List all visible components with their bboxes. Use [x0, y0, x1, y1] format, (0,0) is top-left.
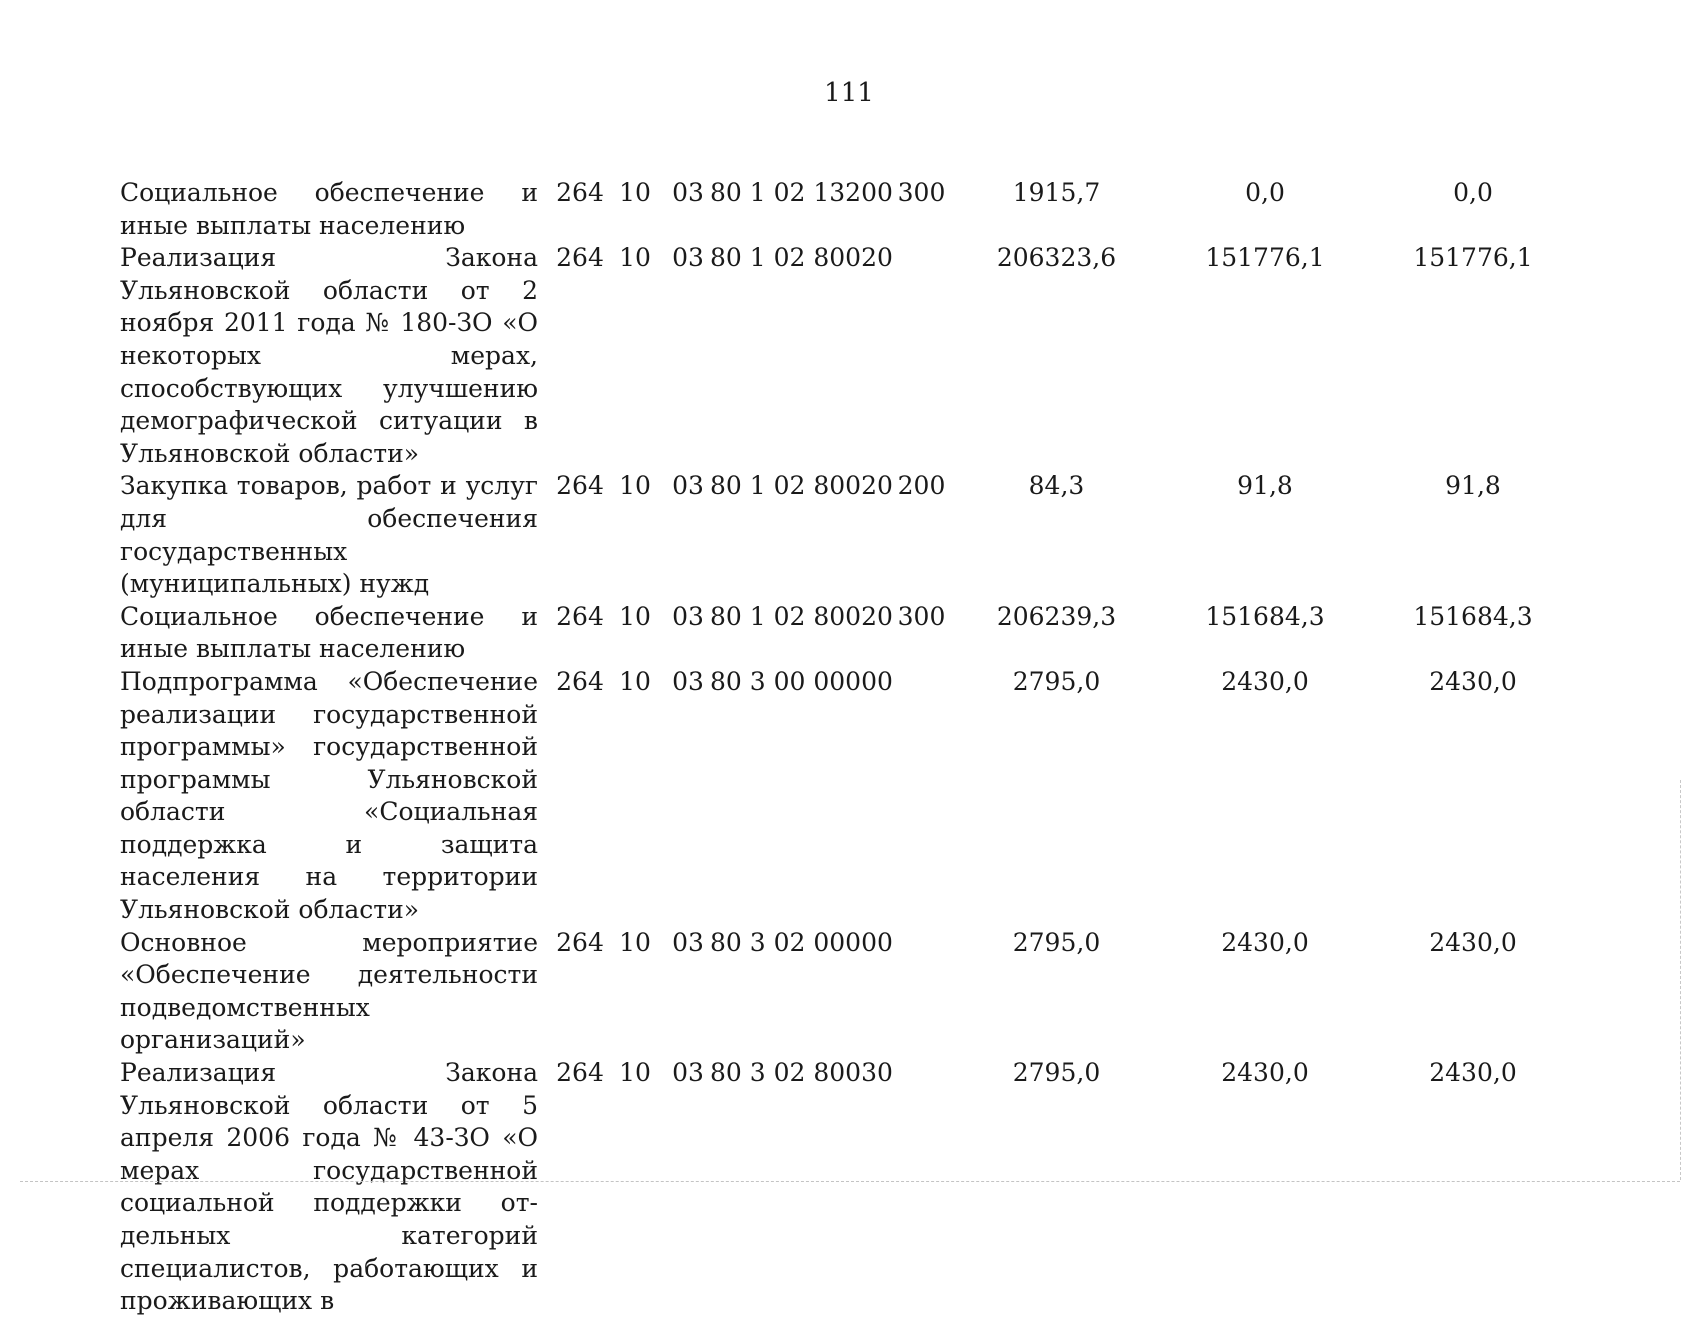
table-row — [120, 470, 1575, 600]
section-code: 10 — [619, 471, 651, 501]
expense-type-code — [889, 242, 954, 470]
ministry-code: 264 — [556, 243, 604, 273]
amount-year-3: 91,8 — [1445, 471, 1501, 501]
table-row — [120, 242, 1575, 470]
section-code: 10 — [619, 666, 651, 696]
subsection-code: 03 — [672, 927, 704, 957]
amount-year-2: 2430,0 — [1221, 927, 1309, 957]
section-code: 10 — [619, 178, 651, 207]
subsection-code: 03 — [672, 601, 704, 631]
ministry-code: 264 — [556, 927, 604, 957]
amount-year-3: 2430,0 — [1429, 666, 1517, 696]
target-article-code: 80 1 02 80020 — [710, 601, 893, 631]
section-code: 10 — [619, 243, 651, 273]
amount-year-2: 0,0 — [1245, 178, 1285, 207]
target-article-code: 80 1 02 13200 — [710, 178, 893, 207]
subsection-code: 03 — [672, 178, 704, 207]
table-row — [120, 666, 1575, 927]
section-code: 10 — [619, 601, 651, 631]
amount-year-1: 84,3 — [1028, 471, 1085, 501]
amount-year-1: 206323,6 — [996, 243, 1117, 273]
scan-border-right — [1680, 780, 1681, 1180]
amount-year-1: 2795,0 — [1012, 1058, 1101, 1088]
subsection-code: 03 — [672, 1058, 704, 1088]
expense-type-code — [889, 927, 954, 1057]
ministry-code: 264 — [556, 1058, 604, 1088]
table-row — [120, 177, 1575, 242]
budget-table — [120, 177, 1575, 1318]
amount-year-2: 151684,3 — [1205, 601, 1325, 631]
amount-year-2: 2430,0 — [1221, 666, 1309, 696]
subsection-code: 03 — [672, 471, 704, 501]
ministry-code: 264 — [556, 178, 604, 207]
expense-type-code — [889, 1057, 954, 1318]
table-row — [120, 927, 1575, 1057]
target-article-code: 80 3 00 00000 — [710, 666, 893, 696]
expense-type-code — [889, 666, 954, 927]
amount-year-1: 2795,0 — [1012, 927, 1101, 957]
subsection-code: 03 — [672, 243, 704, 273]
target-article-code: 80 3 02 80030 — [710, 1058, 893, 1088]
expense-type-code: 200 — [897, 471, 946, 501]
expense-type-code: 300 — [897, 601, 946, 631]
ministry-code: 264 — [556, 471, 604, 501]
amount-year-2: 151776,1 — [1205, 243, 1325, 273]
row-name: Социальное обеспечение и иные выплаты населению — [120, 178, 538, 240]
target-article-code: 80 1 02 80020 — [710, 243, 893, 273]
amount-year-2: 91,8 — [1237, 471, 1293, 501]
row-name: Закупка товаров, работ и услуг для обеспечения государственных (муниципальных) нужд — [120, 471, 538, 599]
amount-year-3: 0,0 — [1453, 178, 1493, 207]
amount-year-1: 206239,3 — [996, 601, 1117, 631]
amount-year-3: 151684,3 — [1413, 601, 1533, 631]
row-name: Реализация Закона Ульяновской области от 2 ноября 2011 года № 180-ЗО «О некоторых мерах, способствующих улучшению демографической ситуации в Ульяновской области» — [120, 243, 538, 468]
page-number: 111 — [824, 78, 874, 108]
budget-table-body — [120, 177, 1575, 1318]
row-name: Реализация Закона Ульяновской области от 5 апреля 2006 года № 43-ЗО «О мерах государственной социальной поддержки отдельных категорий специалистов, работающих и проживающих в — [120, 1058, 538, 1316]
expense-type-code: 300 — [897, 178, 946, 207]
target-article-code: 80 1 02 80020 — [710, 471, 893, 501]
scan-border-bottom — [20, 1181, 1680, 1182]
amount-year-1: 2795,0 — [1012, 666, 1101, 696]
table-row — [120, 601, 1575, 666]
section-code: 10 — [619, 1058, 651, 1088]
row-name: Социальное обеспечение и иные выплаты населению — [120, 601, 538, 664]
ministry-code: 264 — [556, 601, 604, 631]
section-code: 10 — [619, 927, 651, 957]
row-name: Основное мероприятие «Обеспечение деятельности подведомственных организаций» — [120, 927, 538, 1055]
ministry-code: 264 — [556, 666, 604, 696]
table-row — [120, 1057, 1575, 1318]
amount-year-2: 2430,0 — [1221, 1058, 1309, 1088]
amount-year-3: 151776,1 — [1413, 243, 1533, 273]
row-name: Подпрограмма «Обеспечение реализации государственной программы» государственной программы Ульяновской области «Социальная поддержка и защита населения на территории Ульяновской области» — [120, 666, 538, 925]
amount-year-3: 2430,0 — [1429, 927, 1517, 957]
amount-year-3: 2430,0 — [1429, 1058, 1517, 1088]
target-article-code: 80 3 02 00000 — [710, 927, 893, 957]
amount-year-1: 1915,7 — [1012, 178, 1101, 207]
subsection-code: 03 — [672, 666, 704, 696]
